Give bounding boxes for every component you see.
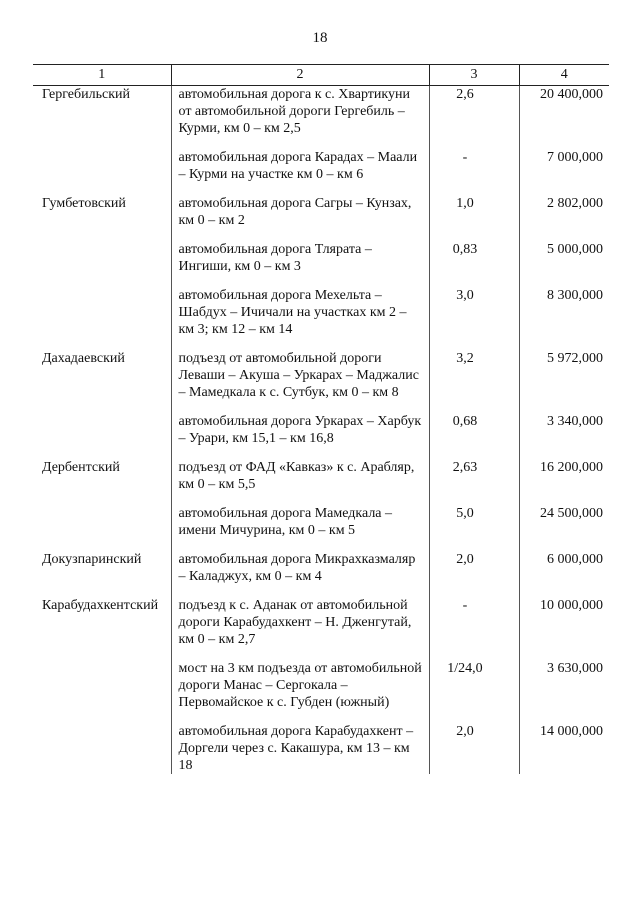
district-cell: Докузпаринский [42,552,142,567]
table-row [33,505,609,539]
length-cell: 0,68 [429,413,519,447]
row-spacer [33,585,609,597]
district-cell [33,660,171,711]
spacer-cell [33,447,171,459]
district-cell: Дербентский [42,460,120,475]
road-cell: автомобильная дорога Мамедкала – имени Мичурина, км 0 – км 5 [171,505,429,539]
spacer-cell [429,539,519,551]
table-row [33,413,609,447]
spacer-cell [33,137,171,149]
table-row [33,241,609,275]
road-cell: автомобильная дорога Микрахказмаляр – Каладжух, км 0 – км 4 [171,551,429,585]
spacer-cell [519,493,609,505]
amount-cell: 2 802,000 [547,196,603,211]
spacer-cell [519,183,609,195]
amount-cell: 3 340,000 [547,414,603,429]
row-spacer [33,539,609,551]
spacer-cell [429,401,519,413]
district-cell: Карабудахкентский [42,598,159,613]
road-cell: автомобильная дорога Уркарах – Харбук – Урари, км 15,1 – км 16,8 [171,413,429,447]
table-row [33,723,609,774]
road-cell: мост на 3 км подъезда от автомобильной дороги Манас – Сергокала – Первомайское к с. Губден (южный) [171,660,429,711]
length-cell: 3,0 [429,287,519,338]
row-spacer [33,183,609,195]
table-row [33,459,609,493]
amount-cell: 14 000,000 [540,724,603,739]
length-cell: 2,0 [429,551,519,585]
spacer-cell [171,585,429,597]
amount-cell: 20 400,000 [540,87,603,102]
column-header-3: 3 [429,65,519,86]
page-number: 18 [312,30,328,46]
table-row [33,195,609,229]
length-cell: 1/24,0 [429,660,519,711]
row-spacer [33,401,609,413]
column-header-2: 2 [171,65,429,86]
amount-cell: 24 500,000 [540,506,603,521]
table-row [33,350,609,401]
amount-cell: 16 200,000 [540,460,603,475]
spacer-cell [171,338,429,350]
spacer-cell [33,401,171,413]
district-cell [33,241,171,275]
spacer-cell [429,493,519,505]
amount-cell: 10 000,000 [540,598,603,613]
spacer-cell [171,401,429,413]
amount-cell: 5 972,000 [547,351,603,366]
spacer-cell [33,711,171,723]
spacer-cell [519,137,609,149]
district-cell [33,505,171,539]
table-row [33,287,609,338]
district-cell: Гергебильский [42,87,130,102]
length-cell: 3,2 [429,350,519,401]
row-spacer [33,275,609,287]
length-cell: 0,83 [429,241,519,275]
spacer-cell [33,183,171,195]
spacer-cell [171,275,429,287]
spacer-cell [519,447,609,459]
amount-cell: 8 300,000 [547,288,603,303]
spacer-cell [33,229,171,241]
length-cell: 5,0 [429,505,519,539]
spacer-cell [429,338,519,350]
amount-cell: 5 000,000 [547,242,603,257]
spacer-cell [429,229,519,241]
table-header-row [33,65,609,86]
spacer-cell [429,711,519,723]
spacer-cell [171,493,429,505]
amount-cell: 7 000,000 [547,150,603,165]
district-cell [33,413,171,447]
spacer-cell [429,447,519,459]
length-cell: 2,63 [429,459,519,493]
spacer-cell [171,183,429,195]
length-cell: 2,6 [429,86,519,138]
spacer-cell [33,539,171,551]
table-row [33,660,609,711]
road-cell: автомобильная дорога Карадах – Маали – Курми на участке км 0 – км 6 [171,149,429,183]
table-row [33,86,609,138]
roads-table [33,64,609,774]
district-cell [33,723,171,774]
amount-cell: 3 630,000 [547,661,603,676]
column-header-1: 1 [33,65,171,86]
spacer-cell [429,183,519,195]
spacer-cell [33,275,171,287]
length-cell: 2,0 [429,723,519,774]
spacer-cell [429,275,519,287]
district-cell [33,287,171,338]
spacer-cell [171,229,429,241]
row-spacer [33,447,609,459]
spacer-cell [429,137,519,149]
spacer-cell [171,447,429,459]
row-spacer [33,711,609,723]
district-cell [33,149,171,183]
district-cell: Гумбетовский [42,196,126,211]
row-spacer [33,229,609,241]
row-spacer [33,493,609,505]
row-spacer [33,338,609,350]
spacer-cell [519,539,609,551]
length-cell: - [429,597,519,648]
road-cell: автомобильная дорога Тлярата – Ингиши, км 0 – км 3 [171,241,429,275]
spacer-cell [33,648,171,660]
spacer-cell [33,585,171,597]
spacer-cell [519,338,609,350]
spacer-cell [519,648,609,660]
spacer-cell [519,229,609,241]
road-cell: подъезд от ФАД «Кавказ» к с. Арабляр, км 0 – км 5,5 [171,459,429,493]
road-cell: подъезд к с. Аданак от автомобильной дороги Карабудахкент – Н. Дженгутай, км 0 – км 2,7 [171,597,429,648]
amount-cell: 6 000,000 [547,552,603,567]
length-cell: - [429,149,519,183]
spacer-cell [33,338,171,350]
spacer-cell [519,711,609,723]
spacer-cell [171,539,429,551]
row-spacer [33,137,609,149]
spacer-cell [171,648,429,660]
spacer-cell [171,137,429,149]
road-cell: автомобильная дорога Сагры – Кунзах, км 0 – км 2 [171,195,429,229]
road-cell: подъезд от автомобильной дороги Леваши – Акуша – Уркарах – Маджалис – Мамедкала к с. Сутбук, км 0 – км 8 [171,350,429,401]
district-cell: Дахадаевский [42,351,125,366]
road-cell: автомобильная дорога к с. Хвартикуни от автомобильной дороги Гергебиль – Курми, км 0 – км 2,5 [171,86,429,138]
table-row [33,551,609,585]
column-header-4: 4 [519,65,609,86]
length-cell: 1,0 [429,195,519,229]
spacer-cell [519,401,609,413]
table-row [33,597,609,648]
spacer-cell [429,585,519,597]
table-body [33,86,609,775]
spacer-cell [33,493,171,505]
spacer-cell [519,585,609,597]
row-spacer [33,648,609,660]
table-row [33,149,609,183]
road-cell: автомобильная дорога Мехельта – Шабдух – Ичичали на участках км 2 – км 3; км 12 – км 14 [171,287,429,338]
spacer-cell [519,275,609,287]
road-cell: автомобильная дорога Карабудахкент – Доргели через с. Какашура, км 13 – км 18 [171,723,429,774]
spacer-cell [171,711,429,723]
spacer-cell [429,648,519,660]
